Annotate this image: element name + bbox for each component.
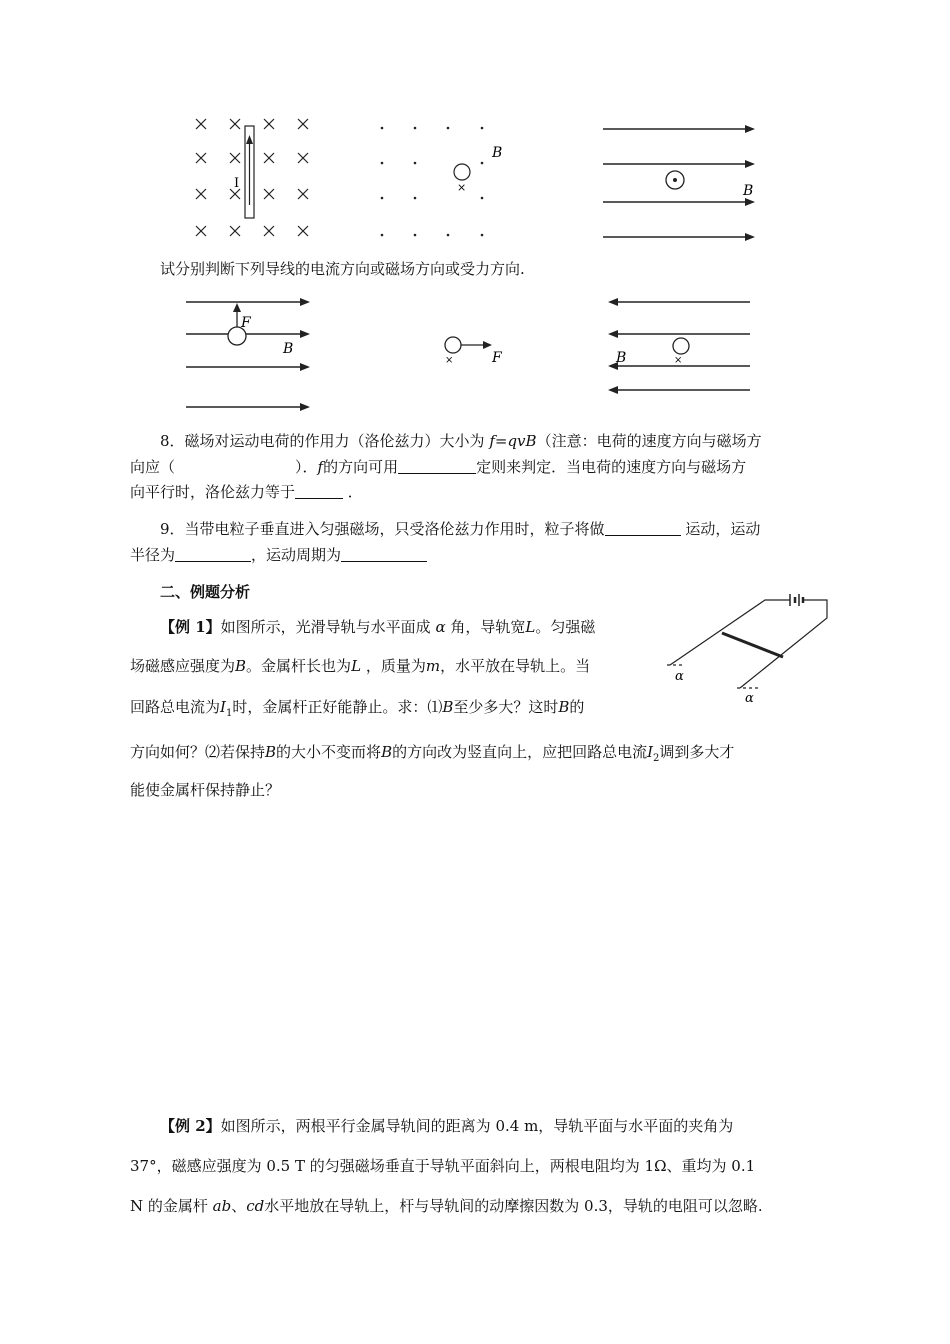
field-into-page-icon [196, 119, 206, 129]
field-out-page-icon [447, 234, 450, 237]
ex1-line-2: 场磁感应强度为B。金属杆长也为L ，质量为m，水平放在导轨上。当 [130, 657, 591, 675]
field-line-arrow [603, 160, 755, 168]
figure-crosses-wire [185, 110, 325, 245]
q9-line-1: 9．当带电粒子垂直进入匀强磁场，只受洛伦兹力作用时，粒子将做 运动，运动 [160, 520, 761, 538]
ex2-line-3: N 的金属杆 ab、cd水平地放在导轨上，杆与导轨间的动摩擦因数为 0.3，导轨的电阻可以忽略. [130, 1197, 763, 1215]
figure-inclined-rails [665, 590, 835, 710]
angle-label: α [745, 691, 754, 706]
field-into-page-icon [298, 119, 308, 129]
answer-blank [398, 458, 476, 474]
field-label: B [743, 183, 754, 199]
figure-charge-force-right [435, 330, 515, 375]
force-arrow-icon [483, 341, 492, 349]
q8-line-1: 8．磁场对运动电荷的作用力（洛伦兹力）大小为 f=qvB（注意：电荷的速度方向与磁场方 [160, 432, 762, 450]
svg-text:×: × [457, 181, 467, 194]
ex1-line-3: 回路总电流为$I_1$时，金属杆正好能静止。求：⑴B至少多大？这时B的 [130, 698, 585, 719]
answer-blank [295, 483, 343, 499]
answer-blank [341, 546, 427, 562]
svg-text:×: × [674, 355, 683, 366]
figure-field-right-wire-out [595, 110, 770, 245]
figure-field-left-charge [600, 290, 760, 405]
instruction-text: 试分别判断下列导线的电流方向或磁场方向或受力方向. [160, 260, 525, 278]
field-into-page-icon [298, 189, 308, 199]
field-into-page-icon [264, 226, 274, 236]
field-line-arrow [603, 198, 755, 206]
field-line-arrow [186, 403, 310, 411]
field-into-page-icon [230, 153, 240, 163]
field-into-page-icon [264, 153, 274, 163]
field-out-page-icon [447, 127, 450, 130]
field-into-page-icon [264, 189, 274, 199]
field-line-arrow [608, 386, 750, 394]
ex1-line-4: 方向如何？⑵若保持B的大小不变而将B的方向改为竖直向上，应把回路总电流$I_2$调到多大才 [130, 743, 735, 764]
field-out-page-icon [481, 197, 484, 200]
charge-circle [454, 164, 470, 180]
field-into-page-icon [298, 226, 308, 236]
field-out-page-icon [414, 127, 417, 130]
angle-label: α [675, 669, 684, 684]
force-label: F [492, 350, 502, 366]
section-title: 二、例题分析 [160, 583, 251, 601]
field-out-page-icon [381, 197, 384, 200]
field-into-page-icon [298, 153, 308, 163]
field-line-arrow [186, 363, 310, 371]
field-out-page-icon [414, 162, 417, 165]
field-label: B [283, 341, 294, 357]
charge-circle [673, 338, 689, 354]
field-into-page-icon [230, 119, 240, 129]
ex1-line-1: 【例 1】如图所示，光滑导轨与水平面成 α 角，导轨宽L。匀强磁 [160, 618, 596, 636]
figure-field-right-force-up [180, 290, 330, 420]
figure-dots-charge [370, 110, 510, 245]
answer-blank [605, 520, 681, 536]
field-line-arrow [608, 298, 750, 306]
force-label: F [241, 315, 251, 331]
field-out-page-icon [414, 197, 417, 200]
field-line-arrow [186, 298, 310, 306]
field-out-page-icon [381, 234, 384, 237]
field-out-page-icon [381, 127, 384, 130]
field-line-arrow [186, 330, 310, 338]
field-out-page-icon [481, 162, 484, 165]
q8-line-2: 向应（ ）．f的方向可用 定则来判定．当电荷的速度方向与磁场方 [130, 458, 747, 476]
force-arrow-icon [233, 303, 241, 312]
field-out-page-icon [414, 234, 417, 237]
field-into-page-icon [196, 189, 206, 199]
field-out-page-icon [481, 127, 484, 130]
field-label: B [492, 145, 503, 161]
field-line-arrow [603, 125, 755, 133]
charge-circle [445, 337, 461, 353]
field-into-page-icon [196, 226, 206, 236]
ex1-line-5: 能使金属杆保持静止？ [130, 781, 281, 799]
ex2-line-1: 【例 2】如图所示，两根平行金属导轨间的距离为 0.4 m，导轨平面与水平面的夹角为 [160, 1117, 734, 1135]
q8-line-3: 向平行时，洛伦兹力等于 ． [130, 483, 363, 501]
field-out-page-icon [481, 234, 484, 237]
field-label: B [616, 350, 627, 366]
field-into-page-icon [264, 119, 274, 129]
svg-text:×: × [445, 355, 454, 366]
answer-blank [175, 546, 251, 562]
field-into-page-icon [196, 153, 206, 163]
field-into-page-icon [230, 226, 240, 236]
ex2-line-2: 37°，磁感应强度为 0.5 T 的匀强磁场垂直于导轨平面斜向上，两根电阻均为 1Ω、重均为 0.1 [130, 1157, 756, 1175]
field-out-page-icon [381, 162, 384, 165]
field-line-arrow [603, 233, 755, 241]
q9-line-2: 半径为 ，运动周期为 [130, 545, 427, 565]
field-line-arrow [608, 330, 750, 338]
current-label: I [234, 176, 240, 191]
